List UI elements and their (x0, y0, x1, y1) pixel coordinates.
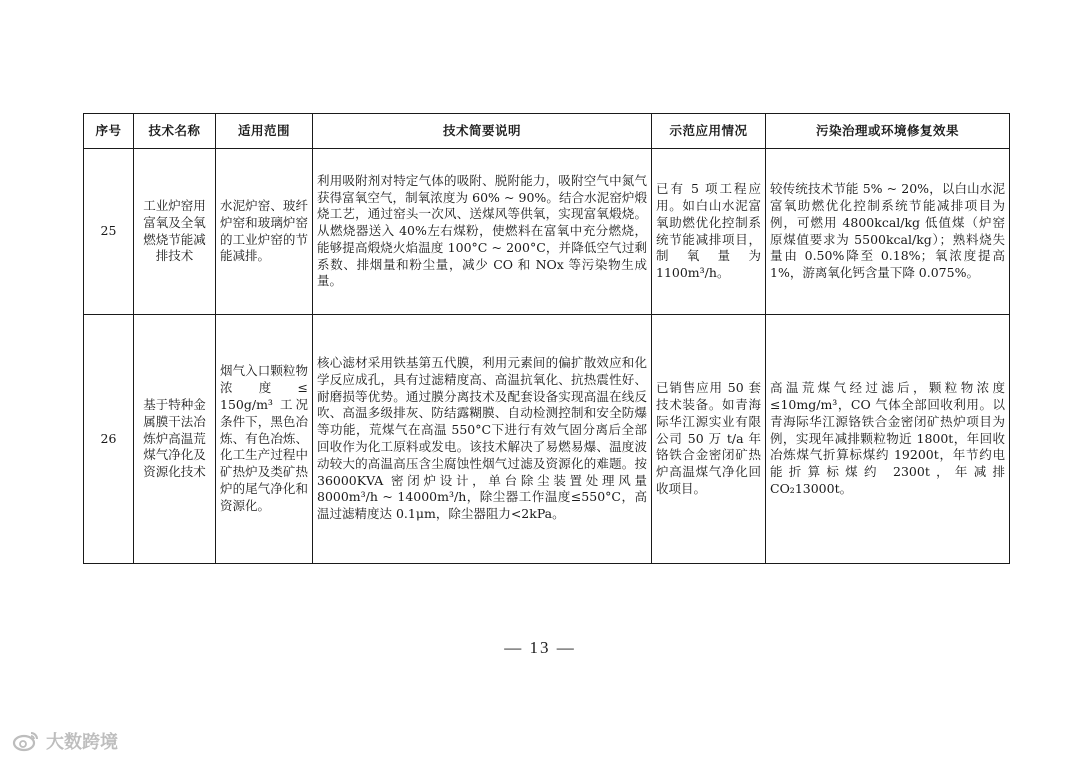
header-name: 技术名称 (134, 114, 216, 149)
table-row (84, 315, 1010, 564)
page-number: — 13 — (504, 638, 576, 657)
cell-scope: 水泥炉窑、玻纤炉窑和玻璃炉窑的工业炉窑的节能减排。 (216, 149, 313, 315)
cell-demo: 已销售应用 50 套技术装备。如青海际华江源实业有限公司 50 万 t/a 年铬铁合金密闭矿热炉高温煤气净化回收项目。 (652, 315, 766, 564)
cell-name: 工业炉窑用富氧及全氧燃烧节能减排技术 (134, 149, 216, 315)
cell-effect: 较传统技术节能 5% ~ 20%，以白山水泥富氧助燃优化控制系统节能减排项目为例，可燃用 4800kcal/kg 低值煤（炉窑原煤值要求为 5500kcal/kg）；熟料烧失量由 0.50%降至 0.18%；氧浓度提高 1%，游离氧化钙含量下降 0.075%。 (766, 149, 1010, 315)
weibo-logo-icon (12, 730, 40, 752)
cell-demo: 已有 5 项工程应用。如白山水泥富氧助燃优化控制系统节能减排项目，制氧量为 1100m³/h。 (652, 149, 766, 315)
table-row (84, 149, 1010, 315)
watermark-text: 大数跨境 (46, 732, 118, 753)
table-header-row (84, 114, 1010, 149)
cell-num: 26 (84, 315, 134, 564)
cell-name: 基于特种金属膜干法冶炼炉高温荒煤气净化及资源化技术 (134, 315, 216, 564)
technology-table (83, 113, 1010, 564)
watermark (12, 728, 118, 754)
header-effect: 污染治理或环境修复效果 (766, 114, 1010, 149)
cell-desc: 核心滤材采用铁基第五代膜，利用元素间的偏扩散效应和化学反应成孔，具有过滤精度高、高温抗氧化、抗热震性好、耐磨损等优势。通过膜分离技术及配套设备实现高温在线反吹、高温多级排灰、防结露糊膜、自动检测控制和安全防爆等功能，荒煤气在高温 550°C下进行有效气固分离后全部回收作为化工原料或发电。该技术解决了易燃易爆、温度波动较大的高温高压含尘腐蚀性烟气过滤及资源化的难题。按 36000KVA 密闭炉设计，单台除尘装置处理风量 8000m³/h ~ 14000m³/h，除尘器工作温度≤550°C，高温过滤精度达 0.1μm，除尘器阻力<2kPa。 (313, 315, 652, 564)
cell-num: 25 (84, 149, 134, 315)
header-num: 序号 (84, 114, 134, 149)
header-demo: 示范应用情况 (652, 114, 766, 149)
header-scope: 适用范围 (216, 114, 313, 149)
cell-desc: 利用吸附剂对特定气体的吸附、脱附能力，吸附空气中氮气获得富氧空气，制氧浓度为 60% ~ 90%。结合水泥窑炉煅烧工艺，通过窑头一次风、送煤风等供氧，实现富氧煅烧。从燃烧器送入 40%左右煤粉，使燃料在富氧中充分燃烧，能够提高煅烧火焰温度 100°C ~ 200°C，并降低空气过剩系数、排烟量和粉尘量，减少 CO 和 NOx 等污染物生成量。 (313, 149, 652, 315)
cell-scope: 烟气入口颗粒物浓度≤ 150g/m³ 工况条件下，黑色冶炼、有色冶炼、化工生产过程中矿热炉及类矿热炉的尾气净化和资源化。 (216, 315, 313, 564)
cell-effect: 高温荒煤气经过滤后，颗粒物浓度≤10mg/m³，CO 气体全部回收利用。以青海际华江源铬铁合金密闭矿热炉项目为例，实现年减排颗粒物近 1800t，年回收冶炼煤气折算标煤约 19200t，年节约电能折算标煤约 2300t，年减排 CO₂13000t。 (766, 315, 1010, 564)
header-desc: 技术简要说明 (313, 114, 652, 149)
